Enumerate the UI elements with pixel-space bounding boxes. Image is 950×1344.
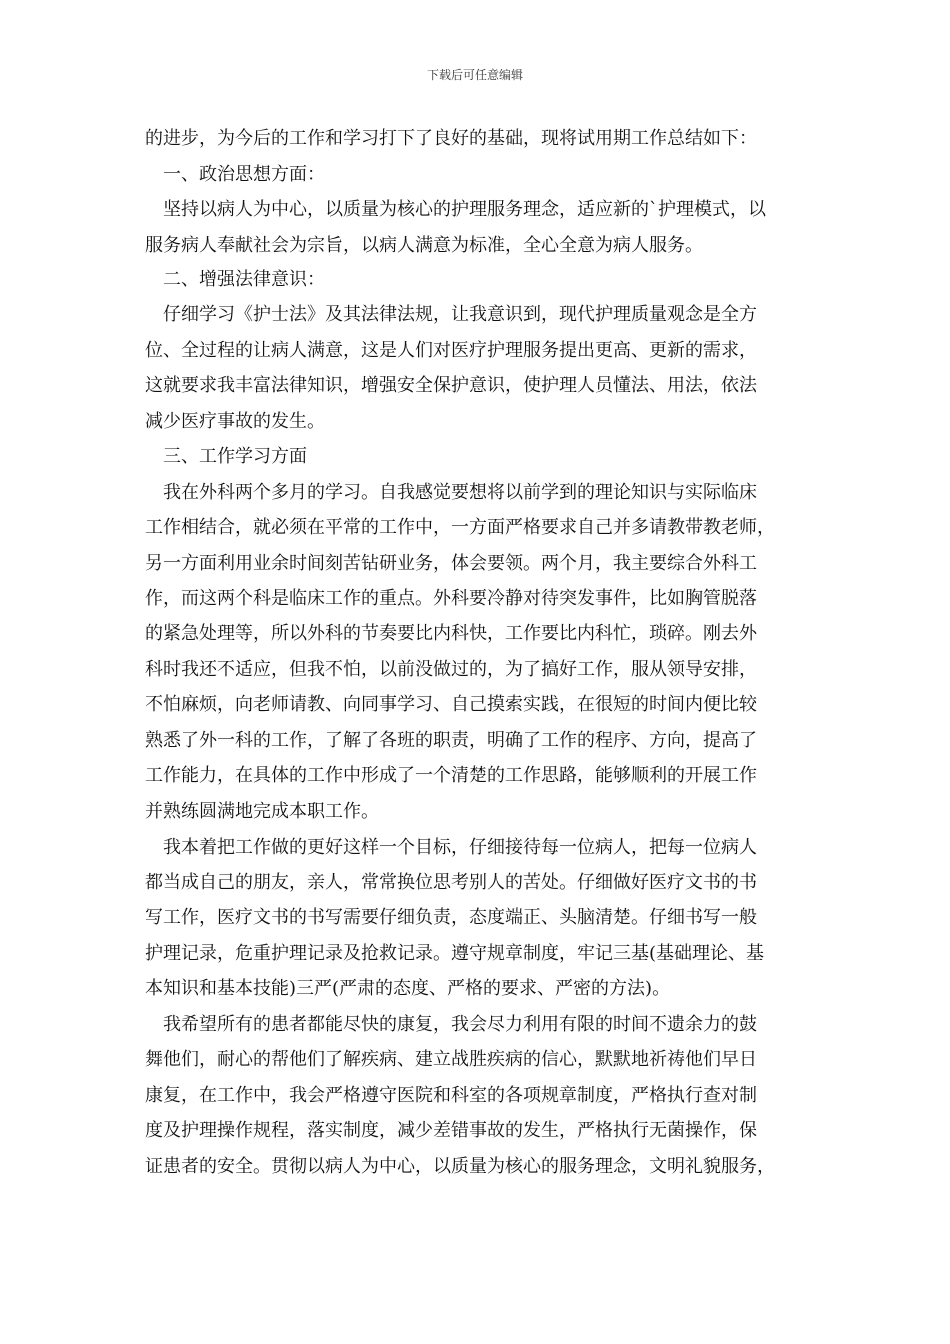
body-line: 舞他们，耐心的帮他们了解疾病、建立战胜疾病的信心，默默地祈祷他们早日 (145, 1049, 757, 1070)
section-heading: 三、工作学习方面 (145, 446, 307, 467)
body-line: 度及护理操作规程，落实制度，减少差错事故的发生，严格执行无菌操作，保 (145, 1120, 757, 1141)
body-line: 工作能力，在具体的工作中形成了一个清楚的工作思路，能够顺利的开展工作 (145, 765, 757, 786)
body-line: 的进步，为今后的工作和学习打下了良好的基础，现将试用期工作总结如下： (145, 128, 757, 149)
body-line: 另一方面利用业余时间刻苦钻研业务，体会要领。两个月，我主要综合外科工 (145, 553, 757, 574)
body-line: 工作相结合，就必须在平常的工作中，一方面严格要求自己并多请教带教老师， (145, 517, 775, 538)
body-line: 不怕麻烦，向老师请教、向同事学习、自己摸索实践，在很短的时间内便比较 (145, 694, 757, 715)
body-line: 并熟练圆满地完成本职工作。 (145, 801, 379, 822)
body-line: 这就要求我丰富法律知识，增强安全保护意识，使护理人员懂法、用法，依法 (145, 375, 757, 396)
body-line: 康复，在工作中，我会严格遵守医院和科室的各项规章制度，严格执行查对制 (145, 1085, 757, 1106)
body-line: 熟悉了外一科的工作，了解了各班的职责，明确了工作的程序、方向，提高了 (145, 730, 757, 751)
body-line: 位、全过程的让病人满意，这是人们对医疗护理服务提出更高、更新的需求， (145, 340, 757, 361)
body-line: 服务病人奉献社会为宗旨，以病人满意为标准，全心全意为病人服务。 (145, 235, 703, 256)
body-line: 证患者的安全。贯彻以病人为中心，以质量为核心的服务理念，文明礼貌服务， (145, 1156, 775, 1177)
section-heading: 一、政治思想方面： (145, 164, 325, 185)
body-line: 减少医疗事故的发生。 (145, 411, 325, 432)
body-line: 我本着把工作做的更好这样一个目标，仔细接待每一位病人，把每一位病人 (145, 837, 757, 858)
body-line: 仔细学习《护士法》及其法律法规，让我意识到，现代护理质量观念是全方 (145, 304, 757, 325)
body-line: 我在外科两个多月的学习。自我感觉要想将以前学到的理论知识与实际临床 (145, 482, 757, 503)
body-line: 都当成自己的朋友，亲人，常常换位思考别人的苦处。仔细做好医疗文书的书 (145, 872, 757, 893)
body-line: 作，而这两个科是临床工作的重点。外科要冷静对待突发事件，比如胸管脱落 (145, 588, 757, 609)
section-heading: 二、增强法律意识： (145, 269, 325, 290)
body-line: 本知识和基本技能)三严(严肃的态度、严格的要求、严密的方法)。 (145, 978, 671, 999)
body-line: 坚持以病人为中心，以质量为核心的护理服务理念，适应新的`护理模式，以 (145, 199, 766, 220)
body-line: 科时我还不适应，但我不怕，以前没做过的，为了搞好工作，服从领导安排， (145, 659, 757, 680)
body-line: 我希望所有的患者都能尽快的康复，我会尽力利用有限的时间不遗余力的鼓 (145, 1014, 757, 1035)
page-header: 下载后可任意编辑 (426, 68, 523, 82)
body-line: 写工作，医疗文书的书写需要仔细负责，态度端正、头脑清楚。仔细书写一般 (145, 907, 757, 928)
body-line: 的紧急处理等，所以外科的节奏要比内科快，工作要比内科忙，琐碎。刚去外 (145, 623, 757, 644)
body-line: 护理记录，危重护理记录及抢救记录。遵守规章制度，牢记三基(基础理论、基 (145, 943, 765, 964)
